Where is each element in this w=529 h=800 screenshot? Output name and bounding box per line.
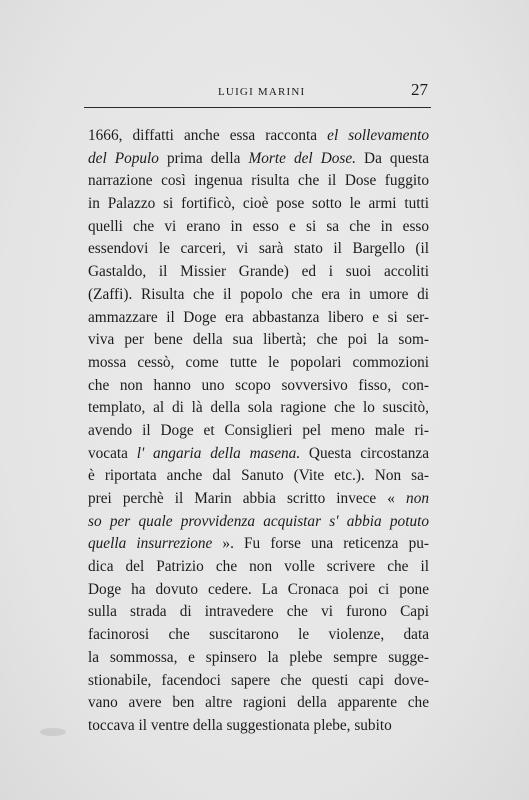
text-line: Gastaldo, il Missier Grande) ed i suoi accoliti — [88, 263, 429, 281]
text-line: ammazzare il Doge era abbastanza libero e si ser- — [88, 308, 429, 326]
text-line: la sommossa, e spinsero la plebe sempre sugge- — [88, 648, 429, 666]
page-smudge — [40, 728, 66, 736]
text-line: in Palazzo si fortificò, cioè pose sotto le armi tutti — [88, 195, 429, 213]
header-rule — [84, 107, 431, 108]
text-line: narrazione così ingenua risulta che il Dose fuggito — [88, 172, 429, 190]
text-line: toccava il ventre della suggestionata plebe, subito — [88, 716, 392, 734]
text-line: dica del Patrizio che non volle scrivere che il — [88, 558, 429, 576]
text-line: (Zaffi). Risulta che il popolo che era in umore di — [88, 285, 429, 303]
text-line: è riportata anche dal Sanuto (Vite etc.). Non sa- — [88, 467, 429, 485]
text-line: quella insurrezione ». Fu forse una reticenza pu- — [88, 535, 429, 553]
page-header — [84, 80, 430, 102]
text-line: quelli che vi erano in esso e si sa che in esso — [88, 217, 429, 235]
text-line: prei perchè il Marin abbia scritto invece « non — [88, 490, 429, 507]
text-line: vano avere ben altre ragioni della apparente che — [88, 694, 429, 712]
text-line: che non hanno uno scopo sovversivo fisso, con- — [88, 376, 429, 394]
text-line: stionabile, facendoci sapere che questi capi dove- — [88, 671, 429, 689]
text-line: del Populo prima della Morte del Dose. Da questa — [88, 149, 429, 167]
text-line: mossa cessò, come tutte le popolari commozioni — [88, 353, 429, 371]
body-text — [88, 125, 429, 738]
text-line: so per quale provvidenza acquistar s' abbia potuto — [88, 512, 429, 530]
text-line: vocata l' angaria della masena. Questa circostanza — [88, 444, 429, 462]
text-line: avendo il Doge et Consiglieri pel meno male ri- — [88, 421, 429, 439]
running-head: LUIGI MARINI — [218, 86, 306, 98]
text-line: sulla strada di intravedere che vi furono Capi — [88, 603, 429, 621]
text-line: essendovi le carceri, vi sarà stato il Bargello (il — [88, 240, 429, 258]
text-line: Doge ha dovuto cedere. La Cronaca poi ci pone — [88, 580, 429, 598]
text-line: viva per bene della sua libertà; che poi la som- — [88, 331, 429, 349]
text-line: facinorosi che suscitarono le violenze, data — [88, 626, 429, 644]
text-line: templato, al di là della sola ragione che lo suscitò, — [88, 399, 429, 417]
text-line: 1666, diffatti anche essa racconta el sollevamento — [88, 127, 429, 144]
page-number: 27 — [411, 80, 428, 99]
